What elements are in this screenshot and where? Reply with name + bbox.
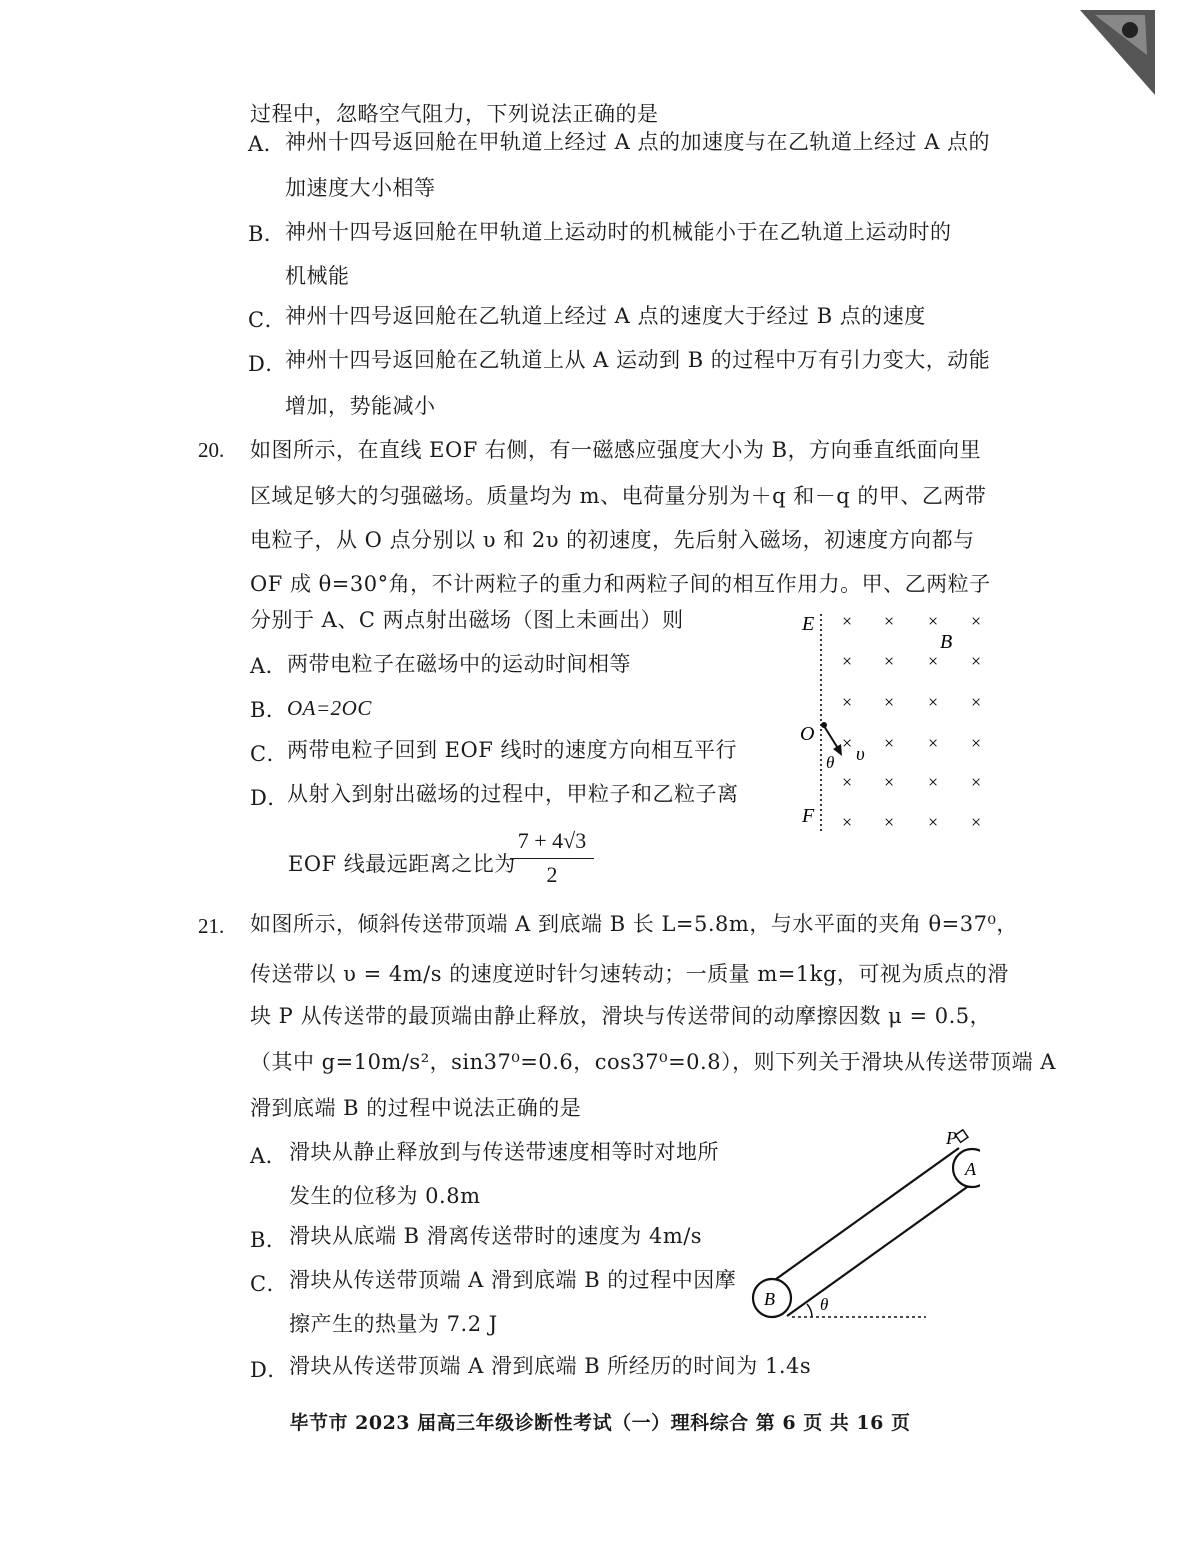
fraction-numerator: 7 + 4√3	[517, 828, 587, 853]
corner-scan-artifact	[1075, 5, 1160, 100]
belt-top-edge	[758, 1148, 959, 1292]
magnetic-field-figure	[790, 600, 1000, 840]
belt-bottom-edge	[787, 1172, 980, 1316]
field-cross-1-2: ×	[928, 651, 939, 671]
field-cross-2-1: ×	[884, 692, 895, 712]
field-cross-1-3: ×	[971, 651, 982, 671]
q20-stem-line5: 分别于 A、C 两点射出磁场（图上未画出）则	[250, 608, 684, 632]
field-cross-4-2: ×	[928, 772, 939, 792]
conveyor-belt-figure	[740, 1120, 980, 1330]
q21-stem-line5: 滑到底端 B 的过程中说法正确的是	[250, 1096, 582, 1120]
field-cross-4-1: ×	[884, 772, 895, 792]
slider-p	[955, 1130, 968, 1143]
q20-option-a-label: A．	[250, 654, 288, 678]
field-cross-3-1: ×	[884, 733, 895, 753]
q20-option-d-cont: EOF 线最远距离之比为	[288, 852, 516, 876]
field-cross-4-0: ×	[842, 772, 853, 792]
field-cross-3-3: ×	[971, 733, 982, 753]
label-e: E	[802, 613, 815, 635]
q21-option-d-label: D．	[250, 1358, 289, 1382]
q19-option-d-line1: 神州十四号返回舱在乙轨道上从 A 运动到 B 的过程中万有引力变大，动能	[285, 348, 991, 372]
q20-option-c-label: C．	[250, 742, 289, 766]
q21-option-d-line1: 滑块从传送带顶端 A 滑到底端 B 所经历的时间为 1.4s	[289, 1354, 812, 1378]
q20-number: 20.	[198, 438, 225, 462]
q19-option-d-label: D．	[248, 352, 287, 376]
q19-option-b-line1: 神州十四号返回舱在甲轨道上运动时的机械能小于在乙轨道上运动时的	[285, 220, 952, 244]
field-cross-5-0: ×	[842, 812, 853, 832]
field-cross-5-2: ×	[928, 812, 939, 832]
q20-option-b-text: OA=2OC	[287, 696, 372, 720]
q21-option-c-line2: 擦产生的热量为 7.2 J	[289, 1312, 498, 1336]
field-cross-5-3: ×	[971, 812, 982, 832]
field-cross-0-1: ×	[884, 611, 895, 631]
q21-option-a-line2: 发生的位移为 0.8m	[289, 1184, 481, 1208]
cross-grid	[842, 611, 981, 832]
q21-option-b-line1: 滑块从底端 B 滑离传送带时的速度为 4m/s	[289, 1224, 703, 1248]
q19-option-a-label: A．	[248, 132, 286, 156]
field-cross-5-1: ×	[884, 812, 895, 832]
q21-option-b-label: B．	[250, 1228, 288, 1252]
label-b-field: B	[940, 631, 953, 653]
q19-option-a-line1: 神州十四号返回舱在甲轨道上经过 A 点的加速度与在乙轨道上经过 A 点的	[285, 130, 991, 154]
field-cross-0-0: ×	[842, 611, 853, 631]
pulley-a-label: A	[965, 1159, 976, 1179]
angle-theta-label: θ	[820, 1295, 829, 1314]
q21-option-c-label: C．	[250, 1272, 289, 1296]
q20-stem-line3: 电粒子，从 O 点分别以 υ 和 2υ 的初速度，先后射入磁场，初速度方向都与	[250, 528, 975, 552]
label-theta: θ	[826, 753, 835, 772]
fraction-denominator: 2	[546, 862, 558, 887]
q20-stem-line2: 区域足够大的匀强磁场。质量均为 m、电荷量分别为＋q 和－q 的甲、乙两带	[250, 484, 987, 508]
q21-stem-line4: （其中 g=10m/s²，sin37⁰=0.6，cos37⁰=0.8），则下列关于滑块从传送带顶端 A	[250, 1050, 1056, 1074]
q19-option-b-label: B．	[248, 222, 286, 246]
velocity-vector	[824, 726, 839, 750]
header-line: 过程中，忽略空气阻力，下列说法正确的是	[250, 102, 659, 126]
field-cross-4-3: ×	[971, 772, 982, 792]
label-o: O	[800, 723, 815, 745]
q21-option-a-line1: 滑块从静止释放到与传送带速度相等时对地所	[289, 1140, 719, 1164]
q21-number: 21.	[198, 914, 225, 938]
pulley-b-label: B	[764, 1289, 775, 1309]
q20-stem-line4: OF 成 θ=30°角，不计两粒子的重力和两粒子间的相互作用力。甲、乙两粒子	[250, 572, 991, 596]
field-cross-2-3: ×	[971, 692, 982, 712]
field-cross-0-3: ×	[971, 611, 982, 631]
q21-option-a-label: A．	[250, 1144, 288, 1168]
angle-arc	[807, 1304, 812, 1317]
q20-option-c-text: 两带电粒子回到 EOF 线时的速度方向相互平行	[287, 738, 737, 762]
field-cross-3-0: ×	[842, 733, 853, 753]
field-cross-2-0: ×	[842, 692, 853, 712]
label-f: F	[802, 805, 815, 827]
label-v: υ	[856, 744, 865, 765]
q19-option-c-label: C．	[248, 308, 287, 332]
q21-stem-line3: 块 P 从传送带的最顶端由静止释放，滑块与传送带间的动摩擦因数 μ = 0.5，	[250, 1004, 992, 1028]
field-cross-1-1: ×	[884, 651, 895, 671]
page-footer: 毕节市 2023 届高三年级诊断性考试（一）理科综合 第 6 页 共 16 页	[289, 1412, 911, 1434]
field-cross-3-2: ×	[928, 733, 939, 753]
q19-option-c-line1: 神州十四号返回舱在乙轨道上经过 A 点的速度大于经过 B 点的速度	[285, 304, 926, 328]
slider-p-label: P	[946, 1128, 957, 1148]
q20-fraction	[508, 826, 596, 891]
q20-option-b-label: B．	[250, 698, 288, 722]
q19-option-b-line2: 机械能	[285, 264, 350, 288]
q20-option-a-text: 两带电粒子在磁场中的运动时间相等	[287, 652, 631, 676]
field-cross-0-2: ×	[928, 611, 939, 631]
q20-option-d-label: D．	[250, 786, 289, 810]
q19-option-d-line2: 增加，势能减小	[285, 394, 436, 418]
field-cross-2-2: ×	[928, 692, 939, 712]
q21-option-c-line1: 滑块从传送带顶端 A 滑到底端 B 的过程中因摩	[289, 1268, 737, 1292]
q20-stem-line1: 如图所示，在直线 EOF 右侧，有一磁感应强度大小为 B，方向垂直纸面向里	[250, 438, 982, 462]
q20-option-d-text: 从射入到射出磁场的过程中，甲粒子和乙粒子离	[287, 782, 739, 806]
q19-option-a-line2: 加速度大小相等	[285, 176, 436, 200]
q21-stem-line1: 如图所示，倾斜传送带顶端 A 到底端 B 长 L=5.8m，与水平面的夹角 θ=37⁰，	[250, 912, 1018, 936]
field-cross-1-0: ×	[842, 651, 853, 671]
q21-stem-line2: 传送带以 υ = 4m/s 的速度逆时针匀速转动；一质量 m=1kg，可视为质点的滑	[250, 962, 1009, 986]
